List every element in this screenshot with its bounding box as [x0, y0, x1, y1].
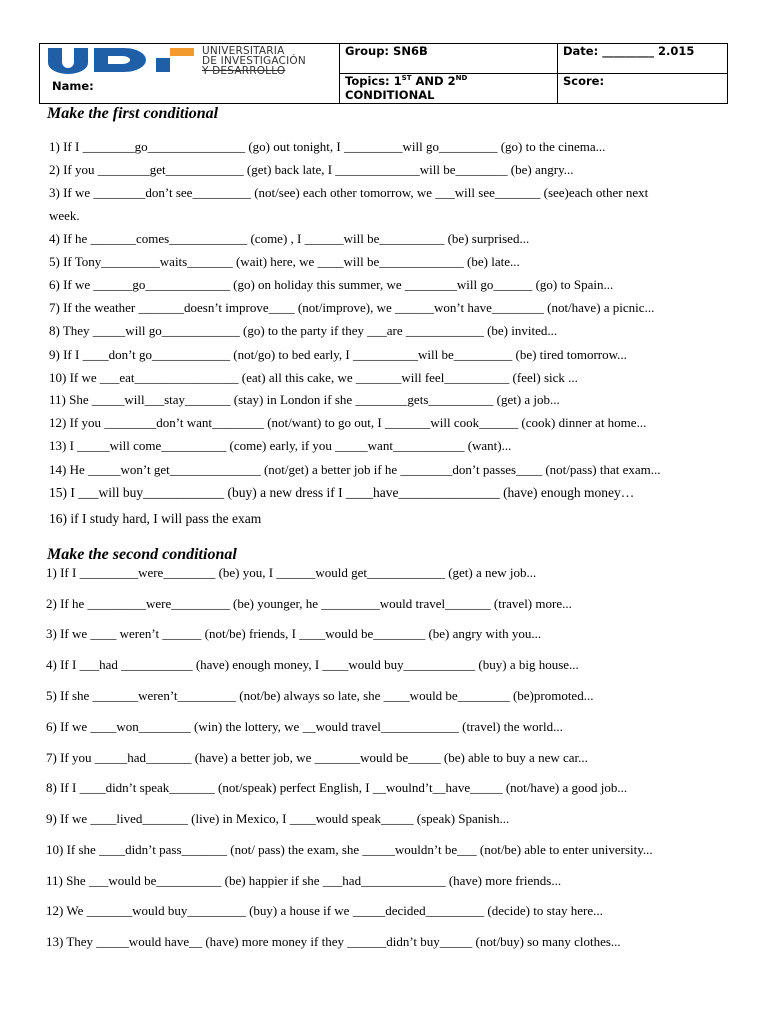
group-cell: Group: SN6B — [340, 44, 558, 74]
exercise-line: 12) If you ________don’t want________ (not/want) to go out, I _______will cook______ (cook) dinner at home... — [49, 415, 647, 430]
exercise-line: 6) If we ____won________ (win) the lottery, we __would travel____________ (travel) the world... — [46, 719, 563, 734]
section-title-first-conditional: Make the first conditional — [47, 105, 219, 122]
exercise-line: 15) I ___will buy____________ (buy) a new dress if I ____have_______________ (have) enough money… — [49, 485, 635, 500]
exercise-line: 13) I _____will come__________ (come) early, if you _____want___________ (want)... — [49, 438, 512, 453]
exercise-line: 3) If we ________don’t see_________ (not/see) each other tomorrow, we ___will see_______ (see)each other next — [49, 185, 649, 200]
exercise-line: 1) If I _________were________ (be) you, I ______would get____________ (get) a new job... — [46, 565, 537, 580]
exercise-line: 10) If she ____didn’t pass_______ (not/ pass) the exam, she _____wouldn’t be___ (not/be) able to enter university... — [46, 842, 653, 857]
exercise-line: 9) If we ____lived_______ (live) in Mexico, I ____would speak_____ (speak) Spanish... — [46, 811, 510, 826]
logo-cell — [40, 44, 340, 104]
exercise-line: 11) She _____will___stay_______ (stay) in London if she ________gets__________ (get) a job... — [49, 392, 560, 407]
exercise-line: 1) If I ________go_______________ (go) out tonight, I _________will go_________ (go) to the cinema... — [49, 139, 606, 154]
score-cell: Score: — [558, 74, 728, 104]
logo-text: UNIVERSITARIA DE INVESTIGACIÓN Y DESARROLLO — [202, 45, 306, 77]
exercise-line: 3) If we ____ weren’t ______ (not/be) friends, I ____would be________ (be) angry with you... — [46, 626, 542, 641]
exercise-line: 4) If he _______comes____________ (come) , I ______will be__________ (be) surprised... — [49, 231, 530, 246]
exercise-line: 13) They _____would have__ (have) more money if they ______didn’t buy_____ (not/buy) so many clothes... — [46, 934, 621, 949]
university-logo — [46, 45, 346, 93]
exercise-line: 5) If Tony_________waits_______ (wait) here, we ____will be_____________ (be) late... — [49, 254, 520, 269]
exercise-line: 12) We _______would buy_________ (buy) a house if we _____decided_________ (decide) to stay here... — [46, 903, 603, 918]
topics-cell: Topics: 1ST AND 2ND CONDITIONAL — [340, 74, 558, 104]
exercise-line: 7) If the weather _______doesn’t improve____ (not/improve), we ______won’t have________ (not/have) a picnic... — [49, 300, 655, 315]
exercise-line: 4) If I ___had ___________ (have) enough money, I ____would buy___________ (buy) a big house... — [46, 657, 579, 672]
exercise-line: 8) They _____will go____________ (go) to the party if they ___are ____________ (be) invited... — [49, 323, 558, 338]
exercise-line: week. — [49, 208, 80, 223]
exercise-line: 8) If I ____didn’t speak_______ (not/speak) perfect English, I __woulnd’t__have_____ (not/have) a good job... — [46, 780, 628, 795]
exercise-line: 16) if I study hard, I will pass the exam — [49, 511, 262, 526]
date-cell: Date: _________ 2.015 — [558, 44, 728, 74]
exercise-line: 2) If you ________get____________ (get) back late, I _____________will be________ (be) angry... — [49, 162, 574, 177]
exercise-line: 6) If we ______go_____________ (go) on holiday this summer, we ________will go______ (go) to Spain... — [49, 277, 614, 292]
exercise-line: 14) He _____won’t get______________ (not/get) a better job if he ________don’t passes____ (not/pass) that exam... — [49, 462, 661, 477]
name-label: Name: — [52, 79, 94, 93]
exercise-line: 9) If I ____don’t go____________ (not/go) to bed early, I __________will be_________ (be) tired tomorrow... — [49, 347, 627, 362]
header-table — [39, 43, 728, 104]
exercise-line: 10) If we ___eat________________ (eat) all this cake, we _______will feel__________ (feel) sick ... — [49, 370, 578, 385]
exercise-line: 11) She ___would be__________ (be) happier if she ___had_____________ (have) more friends... — [46, 873, 562, 888]
exercise-line: 2) If he _________were_________ (be) younger, he _________would travel_______ (travel) more... — [46, 596, 572, 611]
exercise-line: 5) If she _______weren’t_________ (not/be) always so late, she ____would be________ (be)promoted... — [46, 688, 594, 703]
exercise-line: 7) If you _____had_______ (have) a better job, we _______would be_____ (be) able to buy a new car... — [46, 750, 588, 765]
logo-letters-udi — [46, 46, 196, 74]
section-title-second-conditional: Make the second conditional — [47, 546, 237, 563]
